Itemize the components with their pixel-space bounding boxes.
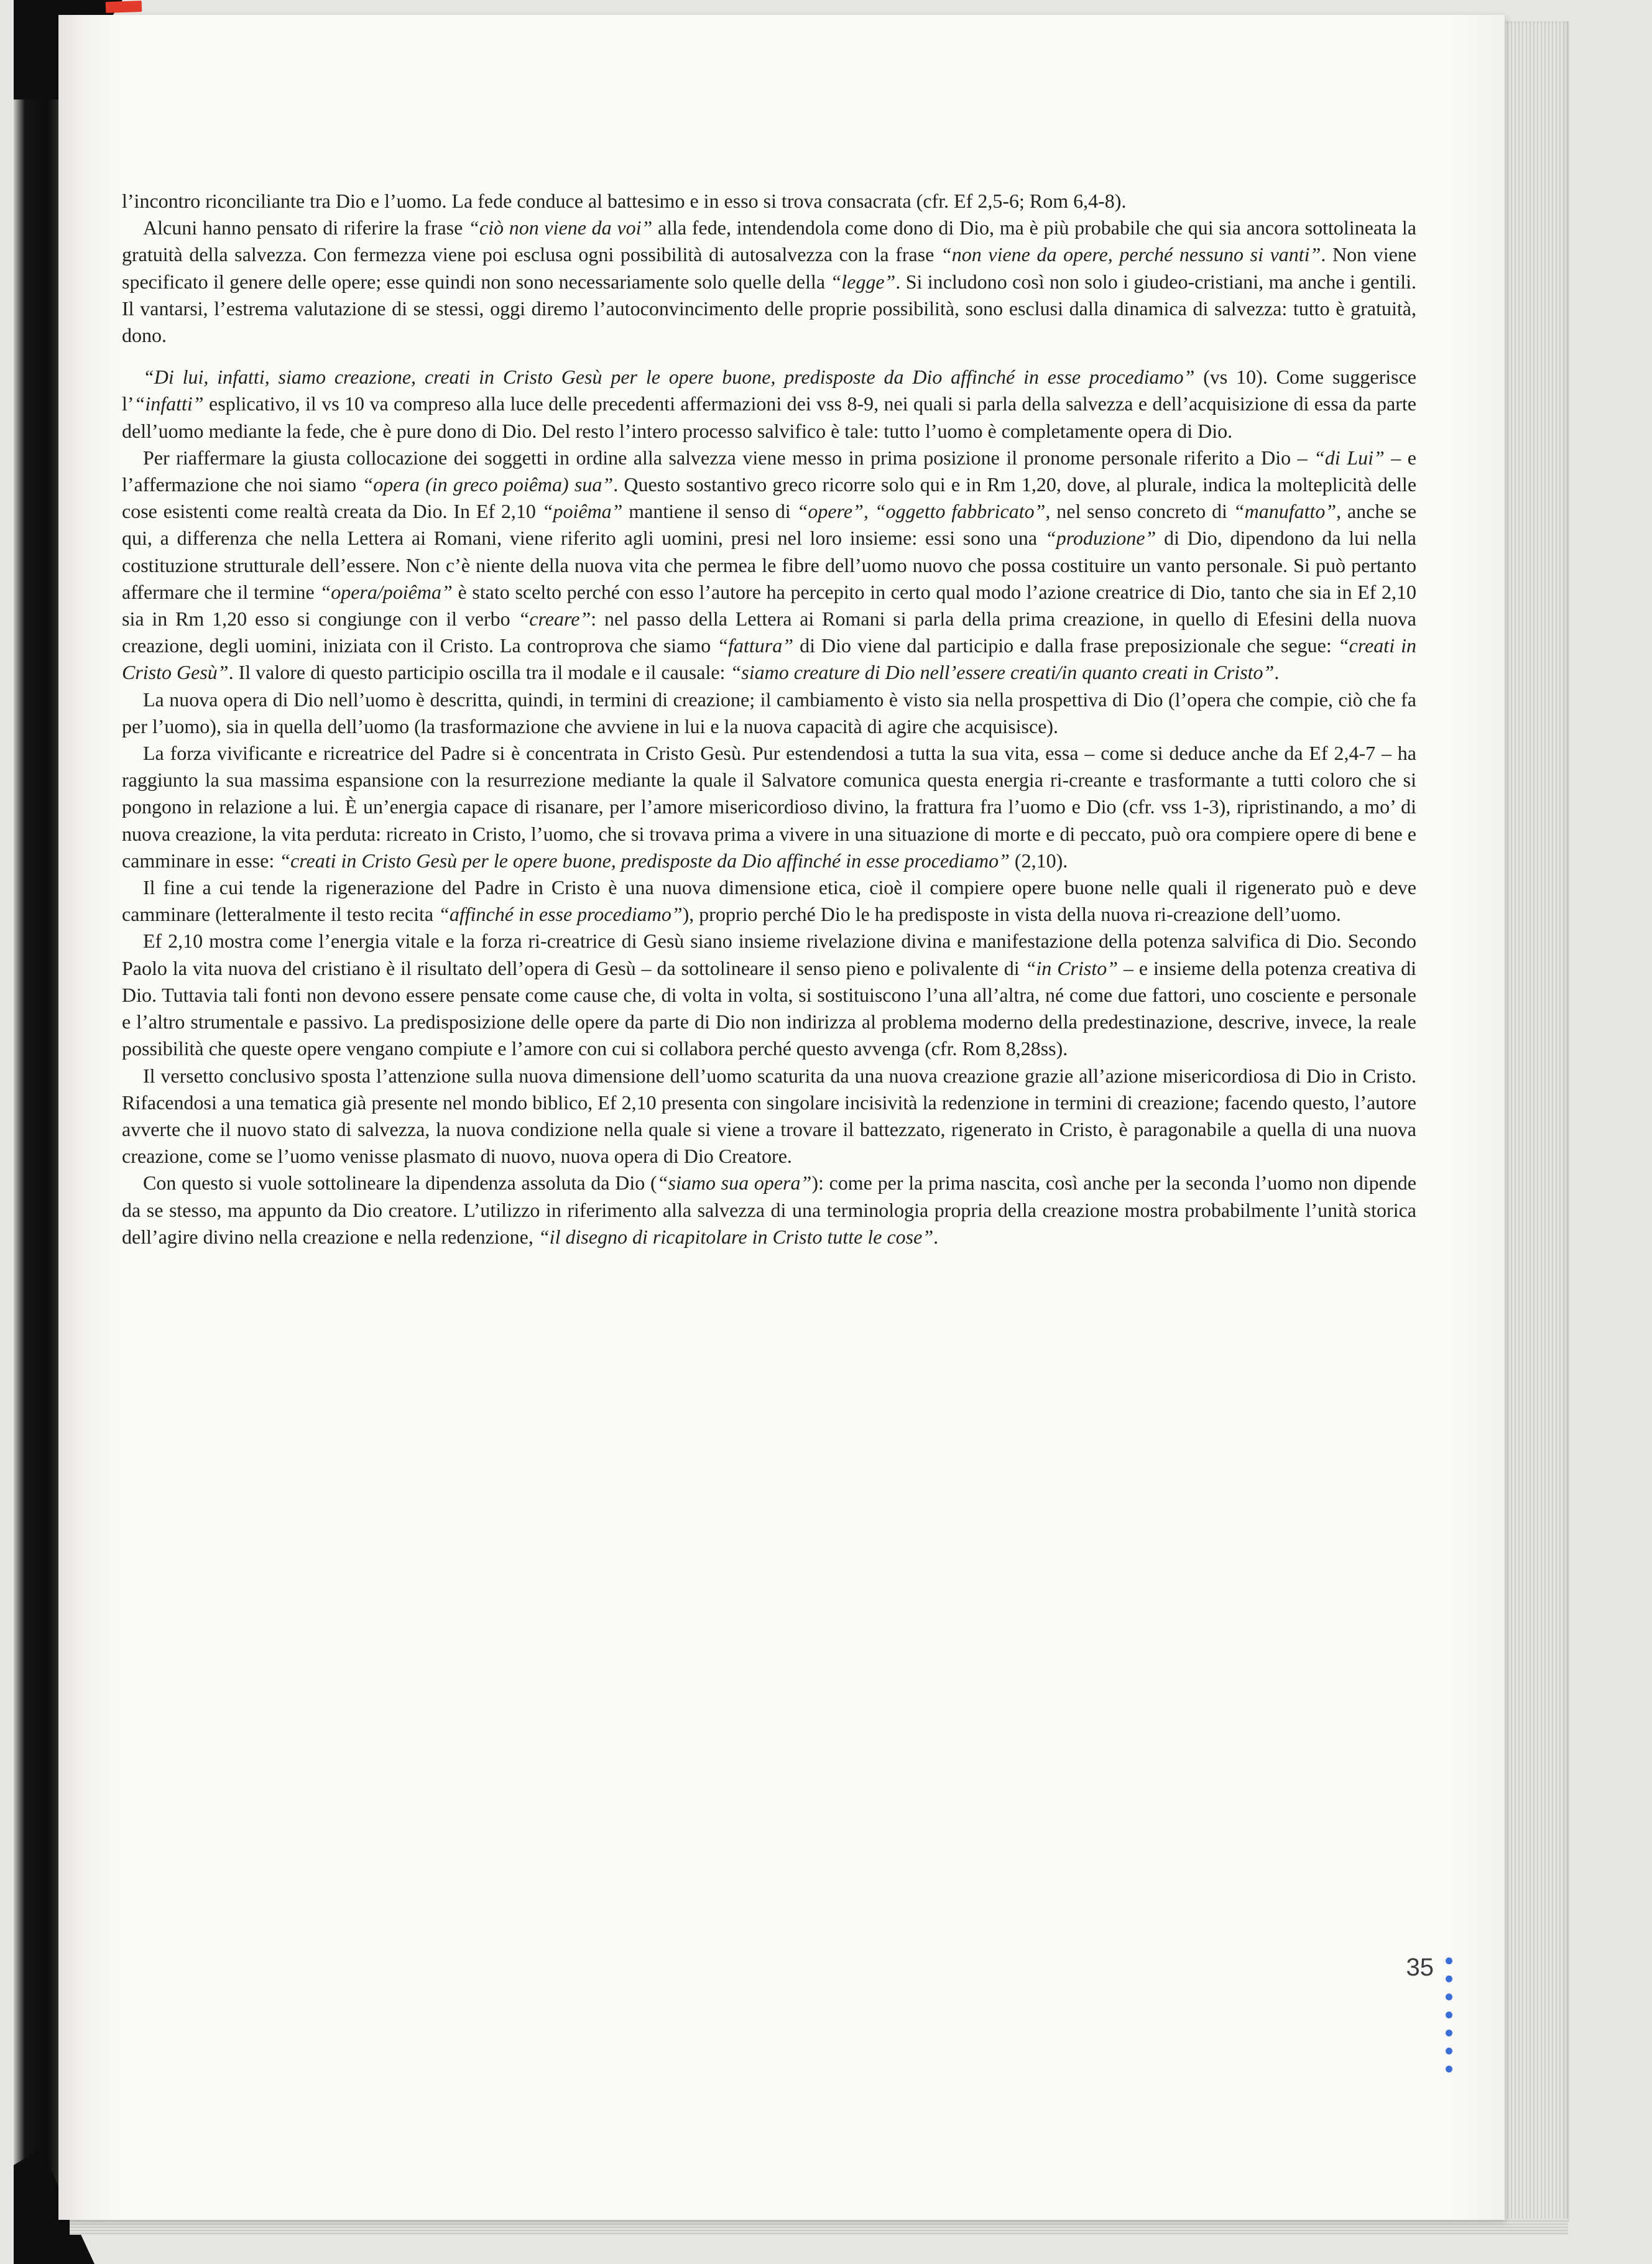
blue-dot [1446,2030,1452,2036]
blue-dot [1446,1975,1452,1982]
italic-text-run: “manufatto” [1233,500,1337,523]
text-run: . Non viene specificato il genere delle opere; esse quindi non sono necessariamente solo quelle della [122,243,1417,293]
book-page [58,15,1505,2220]
text-run: : nel passo della Lettera ai Romani si parla della prima creazione, in quello di Efesini della nuova creazione, degli uomini, iniziata con il Cristo. La controprova che siamo [122,608,1417,657]
text-run: ): come per la prima nascita, così anche per la seconda l’uomo non dipende da se stesso, ma appunto da Dio creatore. L’utilizzo in riferimento alla salvezza di una terminologia propria della creazione mostra probabilmente l’unità storica dell’agire divino nella creazione e nella redenzione, [122,1171,1417,1248]
paragraph [122,928,1416,1062]
italic-text-run: “siamo creature di Dio nell’essere creati/in quanto creati in Cristo” [730,661,1275,684]
paragraph [122,188,1416,215]
blue-dot [1446,1957,1452,1964]
text-run: Alcuni hanno pensato di riferire la frase [143,216,469,239]
italic-text-run: “creati in Cristo Gesù per le opere buone, predisposte da Dio affinché in esse procediamo” [279,849,1010,872]
page-edge-stack-bottom [70,2219,1568,2235]
text-run: esplicativo, il vs 10 va compreso alla luce delle precedenti affermazioni dei vss 8-9, nei quali si parla della salvezza e dell’acquisizione di essa da parte dell’uomo mediante la fede, che è pure dono di Dio. Del resto l’intero processo salvifico è tale: tutto l’uomo è completamente opera di Dio. [122,392,1416,442]
italic-text-run: “legge” [830,270,896,293]
italic-text-run: “creati in Cristo Gesù” [122,634,1417,684]
paragraph [122,1063,1416,1170]
text-run: l’incontro riconciliante tra Dio e l’uomo. La fede conduce al battesimo e in esso si trova consacrata (cfr. Ef 2,5-6; Rom 6,4-8). [122,190,1127,212]
italic-text-run: “fattura” [717,634,794,657]
text-run: (vs 10). Come suggerisce l’ [122,366,1417,415]
page-number: 35 [1406,1954,1434,1981]
text-run: . [933,1225,939,1248]
blue-dot [1446,1994,1452,2000]
text-run: . Questo sostantivo greco ricorre solo qui e in Rm 1,20, dove, al plurale, indica la molteplicità delle cose esistenti come realtà creata da Dio. In Ef 2,10 [122,473,1417,523]
text-run: . [1274,661,1280,684]
blue-dot [1446,2048,1452,2054]
text-run: ), proprio perché Dio le ha predisposte in vista della nuova ri-creazione dell’uomo. [682,903,1341,926]
italic-text-run: “in Cristo” [1025,956,1119,979]
blue-dots-ornament [1446,1957,1452,2072]
text-run: , nel senso concreto di [1045,500,1234,523]
paragraph [122,874,1416,928]
text-run: . Il valore di questo participio oscilla tra il modale e il causale: [228,661,731,684]
paragraph [122,364,1416,445]
page-text [122,188,1416,1250]
paragraph [122,215,1416,349]
text-run: è stato scelto perché con esso l’autore ha percepito in certo qual modo l’azione creatrice di Dio, tanto che sia in Ef 2,10 sia in Rm 1,20 esso si congiunge con il verbo [122,580,1417,631]
italic-text-run: “non viene da opere, perché nessuno si vanti” [940,243,1321,266]
text-run: di Dio, dipendono da lui nella costituzione strutturale dell’essere. Non c’è niente della nuova vita che permea le fibre dell’uomo nuovo che possa costituire un vanto personale. Si può pertanto affermare che il termine [122,527,1417,603]
italic-text-run: “di Lui” [1314,446,1385,469]
italic-text-run: “opere”, “oggetto fabbricato” [796,500,1046,523]
italic-text-run: “produzione” [1045,527,1156,550]
paragraph [122,445,1416,686]
paragraph [122,1170,1416,1250]
italic-text-run: “il disegno di ricapitolare in Cristo tutte le cose” [538,1225,934,1248]
italic-text-run: “creare” [518,608,591,631]
blue-dot [1446,2066,1452,2072]
paragraph [122,740,1416,874]
text-run: , anche se qui, a differenza che nella Lettera ai Romani, viene riferito agli uomini, presi nel loro insieme: essi sono una [122,500,1417,550]
paragraph [122,686,1416,740]
text-run: – e insieme della potenza creativa di Dio. Tuttavia tali fonti non devono essere pensate come cause che, di volta in volta, si sostituiscono l’una all’altra, né come due fattori, uno cosciente e personale e l’altro strumentale e passivo. La predisposizione delle opere da parte di Dio non indirizza al problema moderno della predestinazione, descrive, invece, la reale possibilità che queste opere vengano compiute e l’amore con cui si collabora perché questo avvenga (cfr. Rom 8,28ss). [122,956,1417,1060]
text-run: di Dio viene dal participio e dalla frase preposizionale che segue: [793,634,1338,657]
text-run: alla fede, intendendola come dono di Dio, ma è più probabile che qui sia ancora sottolineata la gratuità della salvezza. Con fermezza viene poi esclusa ogni possibilità di autosalvezza con la frase [122,216,1417,266]
text-run: Il versetto conclusivo sposta l’attenzione sulla nuova dimensione dell’uomo scaturita da una nuova creazione grazie all’azione misericordiosa di Dio in Cristo. Rifacendosi a una tematica già presente nel mondo biblico, Ef 2,10 presenta con singolare incisività la redenzione in termini di creazione; facendo questo, l’autore avverte che il nuovo stato di salvezza, la nuova condizione nella quale si viene a trovare il battezzato, rigenerato in Cristo, è paragonabile a quella di una nuova creazione, come se l’uomo venisse plasmato di nuovo, nuova opera di Dio Creatore. [122,1064,1416,1168]
text-run: – e l’affermazione che noi siamo [122,446,1417,496]
italic-text-run: “opera (in greco poiêma) sua” [362,473,614,496]
italic-text-run: “opera/poiêma” [320,580,453,603]
text-run: Il fine a cui tende la rigenerazione del Padre in Cristo è una nuova dimensione etica, cioè il compiere opere buone nelle quali il rigenerato può e deve camminare (letteralmente il testo recita [122,876,1416,926]
text-run: Per riaffermare la giusta collocazione dei soggetti in ordine alla salvezza viene messo in prima posizione il pronome personale riferito a Dio – [143,446,1314,469]
italic-text-run: “siamo sua opera” [657,1171,812,1194]
italic-text-run: “affinché in esse procediamo” [438,903,683,926]
text-run: . Si includono così non solo i giudeo-cristiani, ma anche i gentili. Il vantarsi, l’estrema valutazione di se stessi, oggi diremo l’autoconvincimento delle proprie possibilità, sono esclusi dalla dinamica di salvezza: tutto è gratuità, dono. [122,270,1417,347]
text-run: mantiene il senso di [622,500,797,523]
italic-text-run: “poiêma” [542,500,623,523]
italic-text-run: “Di lui, infatti, siamo creazione, creati in Cristo Gesù per le opere buone, predisposte da Dio affinché in esse procediamo” [143,366,1195,389]
folio [1327,1954,1470,2097]
italic-text-run: “infatti” [134,392,204,415]
text-run: (2,10). [1009,849,1068,872]
italic-text-run: “ciò non viene da voi” [468,216,653,239]
red-scan-mark [106,1,142,13]
text-run: Ef 2,10 mostra come l’energia vitale e la forza ri-creatrice di Gesù siano insieme rivelazione divina e manifestazione della potenza salvifica di Dio. Secondo Paolo la vita nuova del cristiano è il risultato dell’opera di Gesù – da sottolineare il senso pieno e polivalente di [122,930,1416,979]
book-spine-shadow [14,0,58,2264]
text-run: La nuova opera di Dio nell’uomo è descritta, quindi, in termini di creazione; il cambiamento è visto sia nella prospettiva di Dio (l’opera che compie, ciò che fa per l’uomo), sia in quella dell’uomo (la trasformazione che avviene in lui e la nuova capacità di agire che acquisisce). [122,688,1416,737]
text-run: Con questo si vuole sottolineare la dipendenza assoluta da Dio ( [143,1171,657,1194]
text-run: La forza vivificante e ricreatrice del Padre si è concentrata in Cristo Gesù. Pur estendendosi a tutta la sua vita, essa – come si deduce anche da Ef 2,4-7 – ha raggiunto la sua massima espansione con la resurrezione mediante la quale il Salvatore comunica questa energia ri-creante e trasformante a tutti coloro che si pongono in relazione a lui. È un’energia capace di risanare, per l’amore misericordioso divino, la frattura fra l’uomo e Dio (cfr. vss 1-3), ripristinando, a mo’ di nuova creazione, la vita perduta: ricreato in Cristo, l’uomo, che si trovava prima a vivere in una situazione di morte e di peccato, può ora compiere opere di bene e camminare in esse: [122,742,1416,872]
page-edge-stack-right [1505,21,1569,2222]
blue-dot [1446,2012,1452,2018]
